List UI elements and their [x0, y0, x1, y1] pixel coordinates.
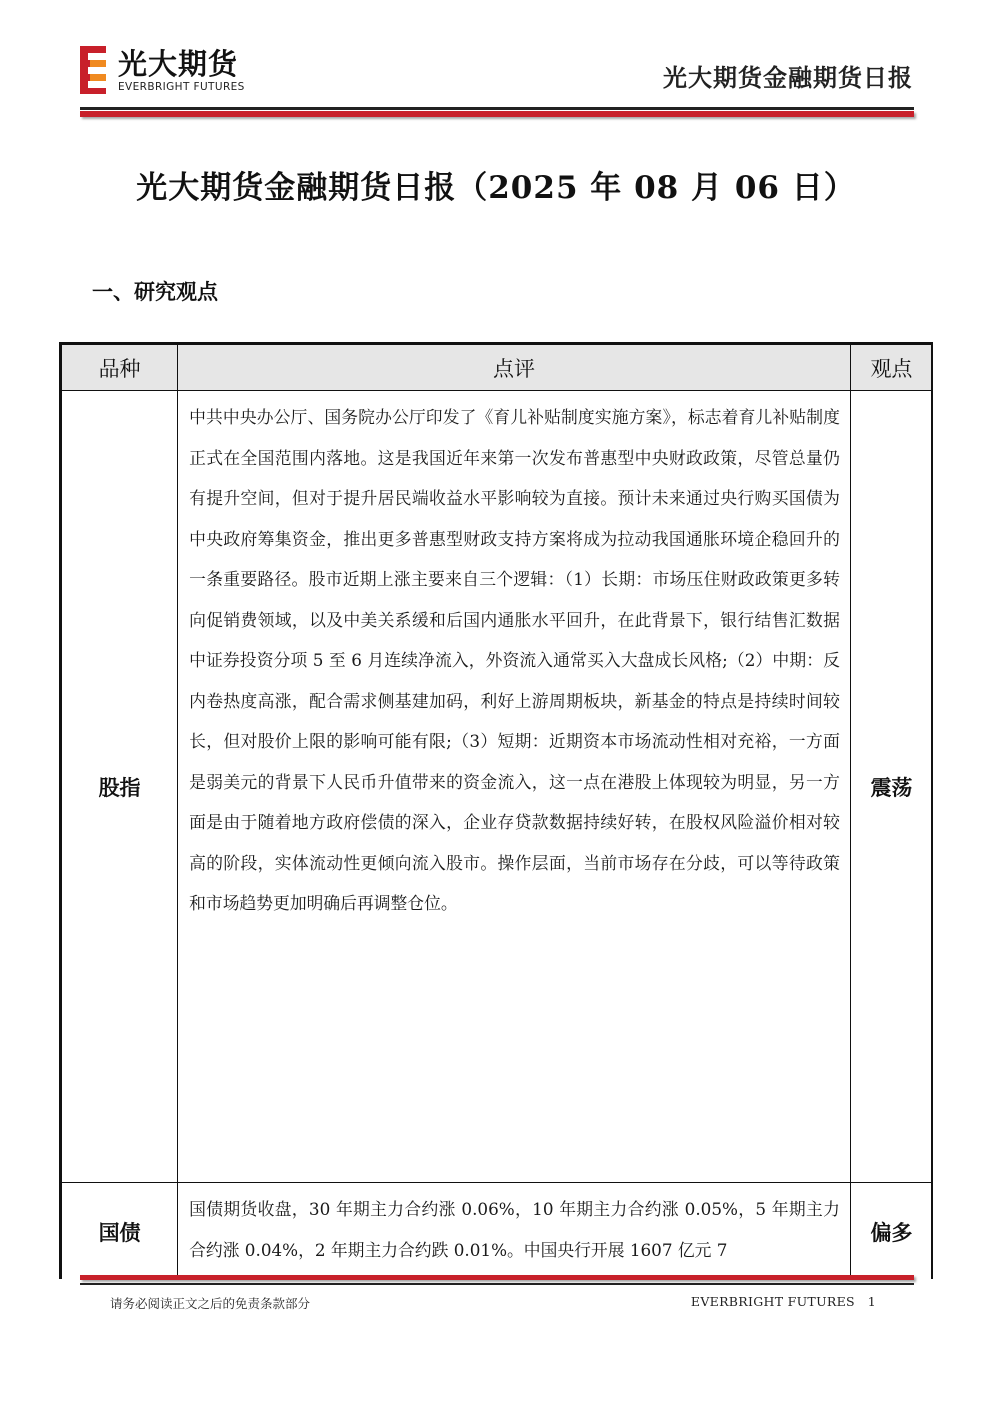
table-row [62, 391, 933, 1183]
logo-text-en: EVERBRIGHT FUTURES [118, 81, 245, 93]
column-header-view: 观点 [850, 345, 932, 391]
section-title: 一、研究观点 [92, 279, 218, 304]
column-header-category: 品种 [62, 345, 178, 391]
row-comment: 中共中央办公厅、国务院办公厅印发了《育儿补贴制度实施方案》，标志着育儿补贴制度正式在全国范围内落地。这是我国近年来第一次发布普惠型中央财政政策，尽管总量仍有提升空间，但对于提升居民端收益水平影响较为直接。预计未来通过央行购买国债为中央政府筹集资金，推出更多普惠型财政支持方案将成为拉动我国通胀环境企稳回升的一条重要路径。股市近期上涨主要来自三个逻辑：（1）长期：市场压住财政政策更多转向促销费领域，以及中美关系缓和后国内通胀水平回升，在此背景下，银行结售汇数据中证券投资分项 5 至 6 月连续净流入，外资流入通常买入大盘成长风格;（2）中期：反内卷热度高涨，配合需求侧基建加码，利好上游周期板块，新基金的特点是持续时间较长，但对股价上限的影响可能有限;（3）短期：近期资本市场流动性相对充裕，一方面是弱美元的背景下人民币升值带来的资金流入，这一点在港股上体现较为明显，另一方面是由于随着地方政府偿债的深入，企业存贷款数据持续好转，在股权风险溢价相对较高的阶段，实体流动性更倾向流入股市。操作层面，当前市场存在分歧，可以等待政策和市场趋势更加明确后再调整仓位。 [178, 391, 851, 1183]
footer-disclaimer: 请务必阅读正文之后的免责条款部分 [110, 1296, 311, 1311]
everbright-logo-icon [76, 44, 110, 96]
header-rule-red [80, 111, 914, 117]
row-category: 股指 [62, 391, 178, 1183]
document-title: 光大期货金融期货日报（2025 年 08 月 06 日） [136, 170, 856, 206]
page-number: 1 [867, 1294, 876, 1309]
header-title: 光大期货金融期货日报 [663, 63, 913, 92]
header-rule-dark [80, 107, 914, 110]
logo-text-cn: 光大期货 [118, 47, 239, 81]
research-view-table [59, 342, 933, 1279]
footer-brand: EVERBRIGHT FUTURES [690, 1294, 855, 1309]
column-header-comment: 点评 [178, 345, 851, 391]
footer-rule-dark [80, 1283, 914, 1285]
row-comment: 国债期货收盘，30 年期主力合约涨 0.06%，10 年期主力合约涨 0.05%，5 年期主力合约涨 0.04%，2 年期主力合约跌 0.01%。中国央行开展 1607 亿元 7 [178, 1183, 851, 1280]
footer-brand-page [691, 1294, 876, 1309]
brand-logo [76, 40, 306, 100]
table-header-row [62, 345, 933, 391]
footer-rule-red [80, 1275, 914, 1280]
row-view: 震荡 [850, 391, 932, 1183]
row-category: 国债 [62, 1183, 178, 1280]
row-view: 偏多 [850, 1183, 932, 1280]
table-row [62, 1183, 933, 1280]
